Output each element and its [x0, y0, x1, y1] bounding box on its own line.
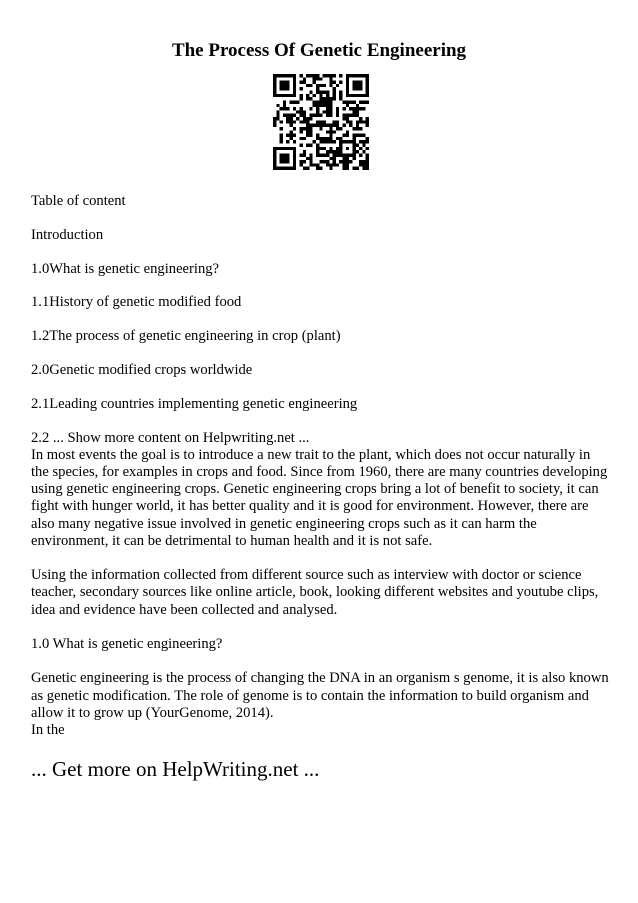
toc-item-1-0: 1.0What is genetic engineering? — [31, 260, 220, 277]
main-content — [31, 193, 611, 756]
toc-item-2-1: 2.1Leading countries implementing genetic engineering — [31, 395, 358, 412]
sources-paragraph: Using the information collected from different source such as interview with doctor or science teacher, secondary sources like online article, book, looking different websites and youtube clips, idea and evidence have been collected and analysed. — [31, 567, 599, 618]
get-more-link[interactable]: ... Get more on HelpWriting.net ... — [31, 757, 320, 781]
paragraph-text: Genetic engineering is the process of changing the DNA in an organism s genome, it is also known as genetic modification. The role of genome is to contain the information to build organism and allow it to grow up (YourGenome, 2014). — [31, 670, 609, 721]
toc-item-2-0: 2.0Genetic modified crops worldwide — [31, 361, 253, 378]
intro-paragraph — [31, 430, 611, 550]
toc-heading: Table of content — [31, 193, 126, 209]
toc-item-introduction: Introduction — [31, 226, 104, 243]
page-title: The Process Of Genetic Engineering — [171, 40, 467, 61]
toc-item-1-2: 1.2The process of genetic engineering in crop (plant) — [31, 328, 341, 345]
qr-code-icon — [273, 74, 369, 170]
toc-item-1-1: 1.1History of genetic modified food — [31, 294, 242, 311]
section-heading: 1.0 What is genetic engineering? — [31, 635, 223, 652]
show-more-line: 2.2 ... Show more content on Helpwriting.net ... — [31, 429, 310, 446]
paragraph-text: In most events the goal is to introduce a new trait to the plant, which does not occur naturally in the species, for examples in crops and food. Since from 1960, there are many countries developing using genetic engineering crops. Genetic engineering crops bring a lot of benefit to society, it can fight with hunger world, it has better quality and it is good for environment. However, there are also many negative issue involved in genetic engineering crops such as it can harm the environment, it can be detrimental to human health and it is not safe. — [31, 446, 608, 549]
definition-paragraph — [31, 670, 611, 739]
trailing-text: In the — [31, 721, 65, 738]
